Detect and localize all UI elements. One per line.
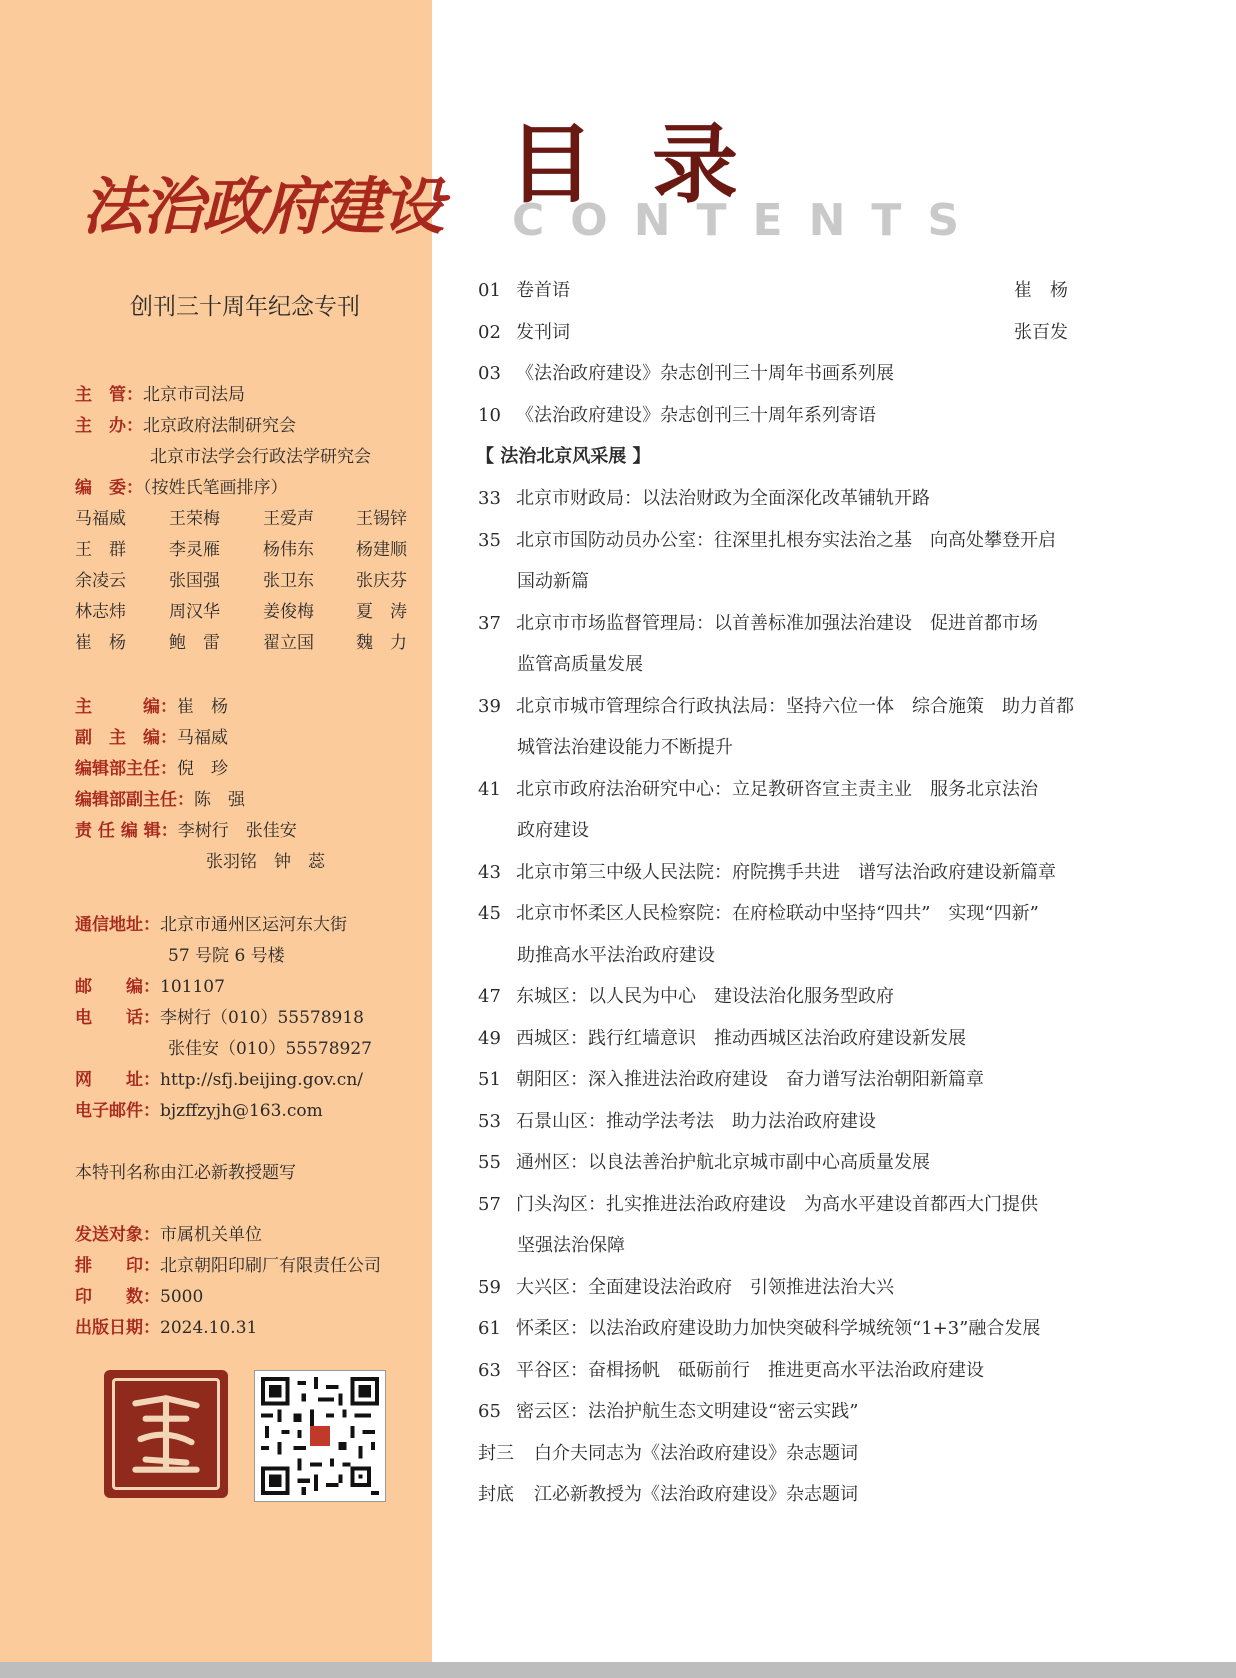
- committee-member: 王 群: [75, 540, 126, 560]
- phone-value-2: 张佳安（010）55578927: [168, 1039, 372, 1059]
- toc-item-37-cont: 监管高质量发展: [517, 654, 643, 675]
- committee-member: 翟立国: [263, 633, 314, 653]
- responsible-editor-value-2: 张羽铭 钟 蕊: [206, 852, 325, 872]
- responsible-editor-row-2: [206, 847, 325, 872]
- website-label: 网 址：: [75, 1070, 160, 1090]
- seal-border: [112, 1378, 220, 1490]
- organizer-row-2: [150, 442, 371, 467]
- website-row: [75, 1065, 363, 1090]
- toc-item-57[interactable]: 57 门头沟区：扎实推进法治政府建设 为高水平建设首都西大门提供: [478, 1194, 1038, 1215]
- toc-item-41-cont: 政府建设: [517, 820, 589, 841]
- toc-item-63[interactable]: 63 平谷区：奋楫扬帆 砥砺前行 推进更高水平法治政府建设: [478, 1360, 984, 1381]
- toc-item-65[interactable]: 65 密云区：法治护航生态文明建设“密云实践”: [478, 1401, 859, 1422]
- seal-image: [104, 1370, 228, 1498]
- date-label: 出版日期：: [75, 1318, 160, 1338]
- toc-item-51[interactable]: 51 朝阳区：深入推进法治政府建设 奋力谱写法治朝阳新篇章: [478, 1069, 984, 1090]
- toc-subtitle: CONTENTS: [512, 195, 986, 246]
- committee-member: 夏 涛: [356, 602, 407, 622]
- address-row: [75, 910, 347, 935]
- toc-item-39[interactable]: 39 北京市城市管理综合行政执法局：坚持六位一体 综合施策 助力首都: [478, 696, 1074, 717]
- office-deputy-value: 陈 强: [194, 790, 245, 810]
- recipients-label: 发送对象：: [75, 1225, 160, 1245]
- committee-member: 张庆芬: [356, 571, 407, 591]
- office-deputy-row: [75, 785, 245, 810]
- organizer-label: 主 办：: [75, 416, 143, 436]
- chief-editor-value: 崔 杨: [177, 697, 228, 717]
- committee-note: （按姓氏笔画排序）: [143, 478, 288, 498]
- printer-label: 排 印：: [75, 1256, 160, 1276]
- date-row: [75, 1313, 257, 1338]
- sponsor-value: 北京市司法局: [143, 385, 245, 405]
- qr-code-graphic: [261, 1377, 379, 1495]
- deputy-editor-label: 副 主 编：: [75, 728, 177, 748]
- special-issue-subtitle: 创刊三十周年纪念专刊: [130, 294, 360, 320]
- committee-member: 魏 力: [356, 633, 407, 653]
- committee-member: 王爱声: [263, 509, 314, 529]
- toc-item-61[interactable]: 61 怀柔区：以法治政府建设助力加快突破科学城统领“1+3”融合发展: [478, 1318, 1041, 1339]
- toc-item-37[interactable]: 37 北京市市场监督管理局：以首善标准加强法治建设 促进首都市场: [478, 613, 1038, 634]
- toc-item-39-cont: 城管法治建设能力不断提升: [517, 737, 733, 758]
- toc-item-47[interactable]: 47 东城区：以人民为中心 建设法治化服务型政府: [478, 986, 894, 1007]
- toc-item-45-cont: 助推高水平法治政府建设: [517, 945, 715, 966]
- section-heading: 【 法治北京风采展 】: [476, 446, 651, 467]
- deputy-editor-row: [75, 723, 228, 748]
- responsible-editor-value-1: 李树行 张佳安: [177, 821, 297, 841]
- copies-row: [75, 1282, 203, 1307]
- copies-value: 5000: [160, 1287, 204, 1307]
- toc-author-02: 张百发: [1014, 322, 1068, 343]
- qr-code-icon: [254, 1370, 386, 1502]
- sponsor-row: [75, 380, 245, 405]
- address-value-1: 北京市通州区运河东大街: [160, 915, 347, 935]
- committee-member: 张卫东: [263, 571, 314, 591]
- organizer-value-2: 北京市法学会行政法学研究会: [150, 447, 371, 467]
- committee-member: 王荣梅: [169, 509, 220, 529]
- phone-label: 电 话：: [75, 1008, 160, 1028]
- toc-author-01: 崔 杨: [1014, 280, 1068, 301]
- organizer-value-1: 北京政府法制研究会: [143, 416, 296, 436]
- address-label: 通信地址：: [75, 915, 160, 935]
- office-director-row: [75, 754, 228, 779]
- committee-member: 崔 杨: [75, 633, 126, 653]
- recipients-value: 市属机关单位: [160, 1225, 262, 1245]
- magazine-logo: 法治政府建设: [82, 170, 443, 243]
- toc-item-01[interactable]: 01 卷首语: [478, 280, 570, 301]
- toc-item-55[interactable]: 55 通州区：以良法善治护航北京城市副中心高质量发展: [478, 1152, 930, 1173]
- committee-row: [75, 473, 288, 498]
- toc-item-57-cont: 坚强法治保障: [517, 1235, 625, 1256]
- toc-item-02[interactable]: 02 发刊词: [478, 322, 570, 343]
- toc-item-53[interactable]: 53 石景山区：推动学法考法 助力法治政府建设: [478, 1111, 876, 1132]
- toc-item-41[interactable]: 41 北京市政府法治研究中心：立足教研咨宣主责主业 服务北京法治: [478, 779, 1038, 800]
- office-director-value: 倪 珍: [177, 759, 228, 779]
- toc-item-33[interactable]: 33 北京市财政局：以法治财政为全面深化改革铺轨开路: [478, 488, 930, 509]
- committee-member: 鲍 雷: [169, 633, 220, 653]
- page-bottom-edge: [0, 1662, 1236, 1678]
- committee-member: 余凌云: [75, 571, 126, 591]
- email-label: 电子邮件：: [75, 1101, 160, 1121]
- toc-item-49[interactable]: 49 西城区：践行红墙意识 推动西城区法治政府建设新发展: [478, 1028, 966, 1049]
- deputy-editor-value: 马福威: [177, 728, 228, 748]
- committee-label: 编 委：: [75, 478, 143, 498]
- chief-editor-label: 主 编：: [75, 697, 177, 717]
- toc-item-03[interactable]: 03 《法治政府建设》杂志创刊三十周年书画系列展: [478, 363, 894, 384]
- printer-row: [75, 1251, 381, 1276]
- committee-member: 张国强: [169, 571, 220, 591]
- address-row-2: [168, 941, 285, 966]
- phone-row-2: [168, 1034, 372, 1059]
- sponsor-label: 主 管：: [75, 385, 143, 405]
- toc-item-35-cont: 国动新篇: [517, 571, 589, 592]
- responsible-editor-label: 责 任 编 辑：: [75, 821, 178, 841]
- copies-label: 印 数：: [75, 1287, 160, 1307]
- date-value: 2024.10.31: [160, 1318, 258, 1338]
- office-director-label: 编辑部主任：: [75, 759, 177, 779]
- responsible-editor-row: [75, 816, 297, 841]
- address-value-2: 57 号院 6 号楼: [168, 946, 285, 966]
- toc-item-45[interactable]: 45 北京市怀柔区人民检察院：在府检联动中坚持“四共” 实现“四新”: [478, 903, 1039, 924]
- committee-member: 杨建顺: [356, 540, 407, 560]
- postcode-row: [75, 972, 225, 997]
- committee-member: 李灵雁: [169, 540, 220, 560]
- toc-item-35[interactable]: 35 北京市国防动员办公室：往深里扎根夯实法治之基 向高处攀登开启: [478, 530, 1056, 551]
- organizer-row: [75, 411, 296, 436]
- toc-title: 目录: [508, 114, 796, 215]
- printer-value: 北京朝阳印刷厂有限责任公司: [160, 1256, 381, 1276]
- committee-member: 周汉华: [169, 602, 220, 622]
- website-value: http://sfj.beijing.gov.cn/: [160, 1070, 363, 1090]
- calligraphy-note: 本特刊名称由江必新教授题写: [75, 1163, 296, 1183]
- masthead-sidebar: [0, 0, 443, 1662]
- committee-member: 杨伟东: [263, 540, 314, 560]
- email-value: bjzffzyjh@163.com: [160, 1101, 323, 1121]
- toc-item-cover3[interactable]: 封三 白介夫同志为《法治政府建设》杂志题词: [478, 1443, 858, 1464]
- toc-item-10[interactable]: 10 《法治政府建设》杂志创刊三十周年系列寄语: [478, 405, 876, 426]
- seal-glyph-icon: [115, 1381, 217, 1487]
- toc-item-back-cover[interactable]: 封底 江必新教授为《法治政府建设》杂志题词: [478, 1484, 858, 1505]
- postcode-value: 101107: [160, 977, 225, 997]
- phone-value-1: 李树行（010）55578918: [160, 1008, 364, 1028]
- office-deputy-label: 编辑部副主任：: [75, 790, 194, 810]
- committee-member: 姜俊梅: [263, 602, 314, 622]
- chief-editor-row: [75, 692, 228, 717]
- toc-item-59[interactable]: 59 大兴区：全面建设法治政府 引领推进法治大兴: [478, 1277, 894, 1298]
- email-row: [75, 1096, 323, 1121]
- postcode-label: 邮 编：: [75, 977, 160, 997]
- committee-member: 林志炜: [75, 602, 126, 622]
- recipients-row: [75, 1220, 262, 1245]
- phone-row: [75, 1003, 364, 1028]
- committee-member: 马福威: [75, 509, 126, 529]
- committee-member: 王锡锌: [356, 509, 407, 529]
- toc-item-43[interactable]: 43 北京市第三中级人民法院：府院携手共进 谱写法治政府建设新篇章: [478, 862, 1056, 883]
